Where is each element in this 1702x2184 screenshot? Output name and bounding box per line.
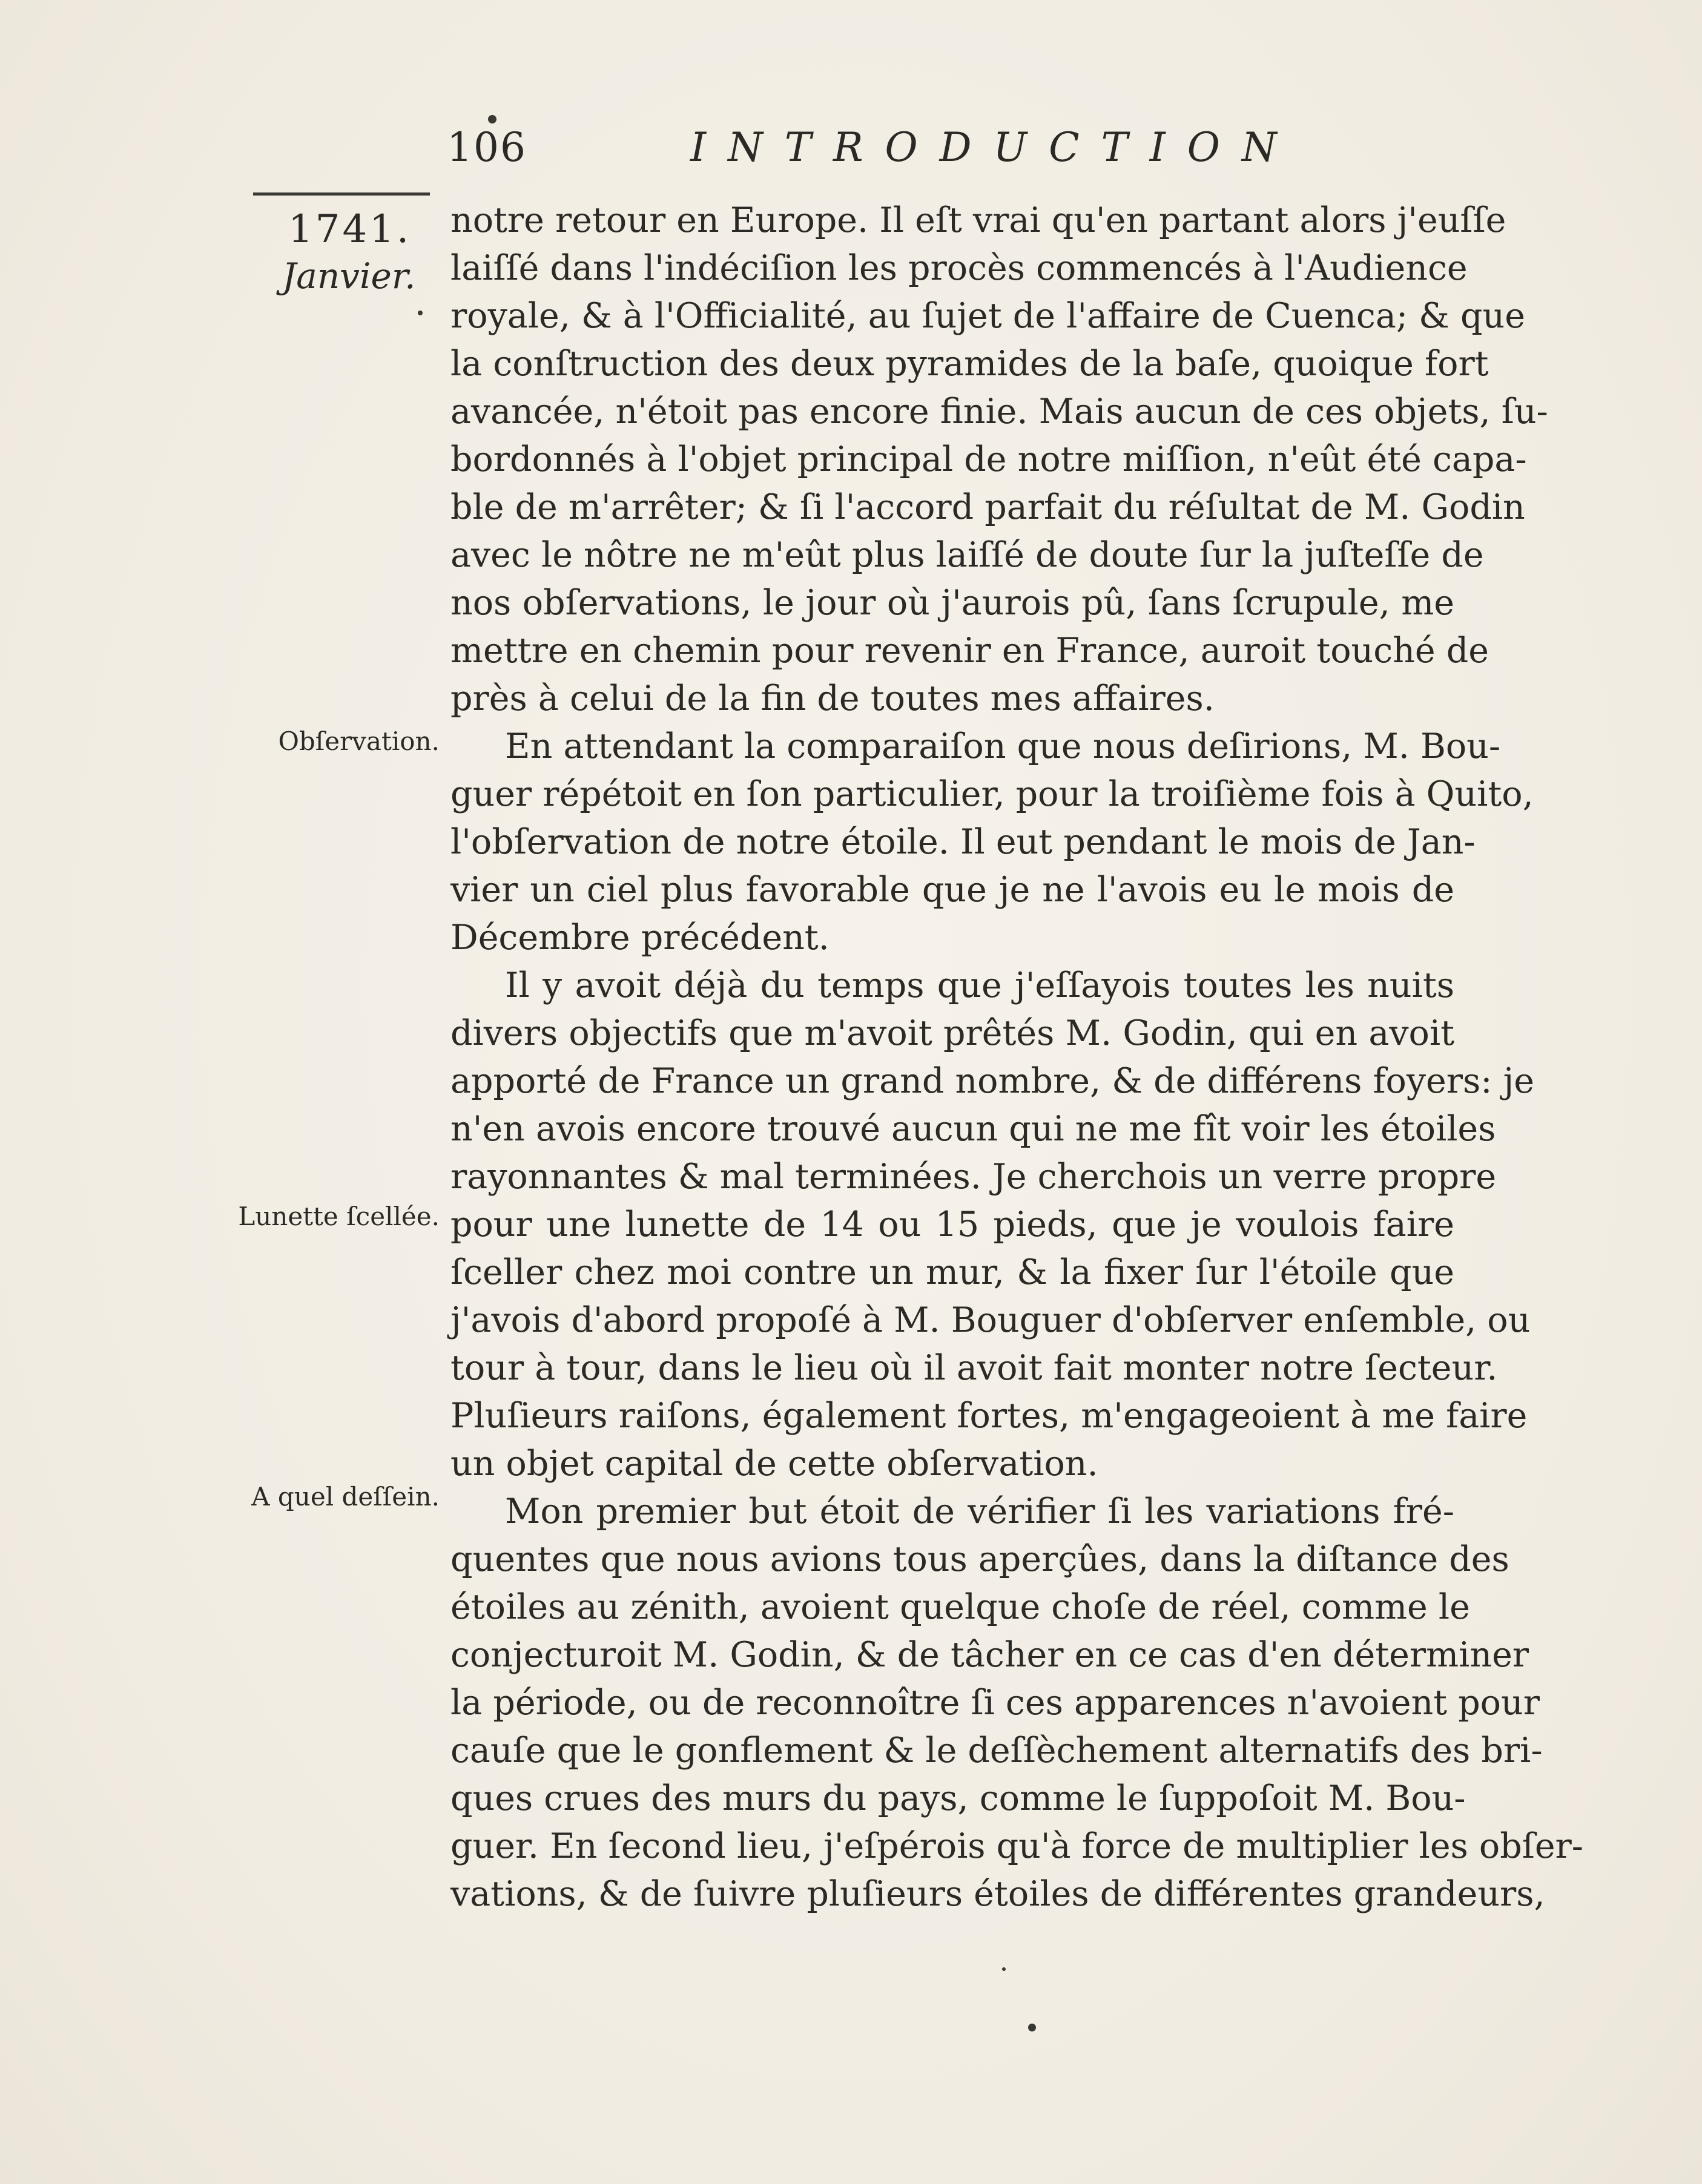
margin-note-dessein: A quel deſſein. [251, 1482, 440, 1511]
text-line: un objet capital de cette obſervation. [450, 1444, 1098, 1484]
text-line: j'avois d'abord propoſé à M. Bouguer d'obſerver enſemble, ou [450, 1300, 1531, 1340]
margin-year: 1741. [288, 207, 412, 252]
page-number: 106 [447, 124, 527, 171]
margin-rule [253, 192, 430, 196]
text-line: vier un ciel plus favorable que je ne l'avois eu le mois de [450, 870, 1454, 910]
text-line: l'obſervation de notre étoile. Il eut pendant le mois de Jan- [450, 822, 1476, 862]
text-line: laiſſé dans l'indéciſion les procès commencés à l'Audience [450, 248, 1468, 288]
text-line: pour une lunette de 14 ou 15 pieds, que je voulois faire [450, 1205, 1454, 1245]
text-line: apporté de France un grand nombre, & de différens foyers: je [450, 1061, 1535, 1101]
text-line: cauſe que le gonflement & le deſſèchement alternatifs des bri- [450, 1731, 1543, 1771]
body-text [450, 197, 1584, 1918]
text-line: Mon premier but étoit de vérifier ſi les variations fré- [505, 1492, 1454, 1531]
margin-note-lunette: Lunette ſcellée. [238, 1202, 440, 1231]
text-line: ble de m'arrêter; & ſi l'accord parfait du réſultat de M. Godin [450, 487, 1525, 527]
text-line: ſceller chez moi contre un mur, & la fixer ſur l'étoile que [450, 1252, 1454, 1292]
text-line: royale, & à l'Officialité, au ſujet de l'affaire de Cuenca; & que [450, 296, 1525, 336]
text-line: notre retour en Europe. Il eſt vrai qu'en partant alors j'euſſe [450, 200, 1506, 240]
text-line: étoiles au zénith, avoient quelque choſe de réel, comme le [450, 1587, 1470, 1627]
ink-speck [488, 115, 496, 123]
margin-note-observation: Obſervation. [278, 726, 440, 756]
text-line: bordonnés à l'objet principal de notre miſſion, n'eût été capa- [450, 439, 1527, 479]
text-line: divers objectifs que m'avoit prêtés M. Godin, qui en avoit [450, 1013, 1454, 1053]
text-line: quentes que nous avions tous aperçûes, dans la diſtance des [450, 1539, 1509, 1579]
text-line: mettre en chemin pour revenir en France, auroit touché de [450, 631, 1489, 671]
text-line: la conſtruction des deux pyramides de la baſe, quoique fort [450, 344, 1489, 384]
text-line: ques crues des murs du pays, comme le ſuppoſoit M. Bou- [450, 1778, 1466, 1818]
text-line: En attendant la comparaiſon que nous deſirions, M. Bou- [505, 726, 1501, 766]
text-line: guer répétoit en ſon particulier, pour la troiſième fois à Quito, [450, 774, 1534, 814]
text-line: avancée, n'étoit pas encore finie. Mais aucun de ces objets, ſu- [450, 392, 1548, 432]
text-line: Il y avoit déjà du temps que j'eſſayois toutes les nuits [505, 965, 1454, 1005]
text-line: Pluſieurs raiſons, également fortes, m'engageoient à me faire [450, 1396, 1528, 1436]
text-line: n'en avois encore trouvé aucun qui ne me fît voir les étoiles [450, 1109, 1496, 1149]
text-line: guer. En ſecond lieu, j'eſpérois qu'à force de multiplier les obſer- [450, 1826, 1584, 1866]
text-line: Décembre précédent. [450, 918, 830, 958]
ink-speck [1002, 1967, 1006, 1971]
text-line: la période, ou de reconnoître ſi ces apparences n'avoient pour [450, 1683, 1540, 1723]
text-line: avec le nôtre ne m'eût plus laiſſé de doute ſur la juſteſſe de [450, 535, 1484, 575]
text-line: nos obſervations, le jour où j'aurois pû, ſans ſcrupule, me [450, 583, 1454, 623]
text-line: tour à tour, dans le lieu où il avoit fait monter notre ſecteur. [450, 1348, 1498, 1388]
text-line: rayonnantes & mal terminées. Je cherchois un verre propre [450, 1157, 1497, 1197]
text-line: près à celui de la fin de toutes mes affaires. [450, 679, 1215, 719]
text-line: vations, & de ſuivre pluſieurs étoiles de différentes grandeurs, [450, 1874, 1545, 1914]
ink-speck [418, 311, 423, 315]
text-line: conjecturoit M. Godin, & de tâcher en ce cas d'en déterminer [450, 1635, 1529, 1675]
margin-month: Janvier. [282, 255, 416, 297]
ink-speck [1028, 2024, 1036, 2031]
running-title: INTRODUCTION [690, 124, 1299, 171]
